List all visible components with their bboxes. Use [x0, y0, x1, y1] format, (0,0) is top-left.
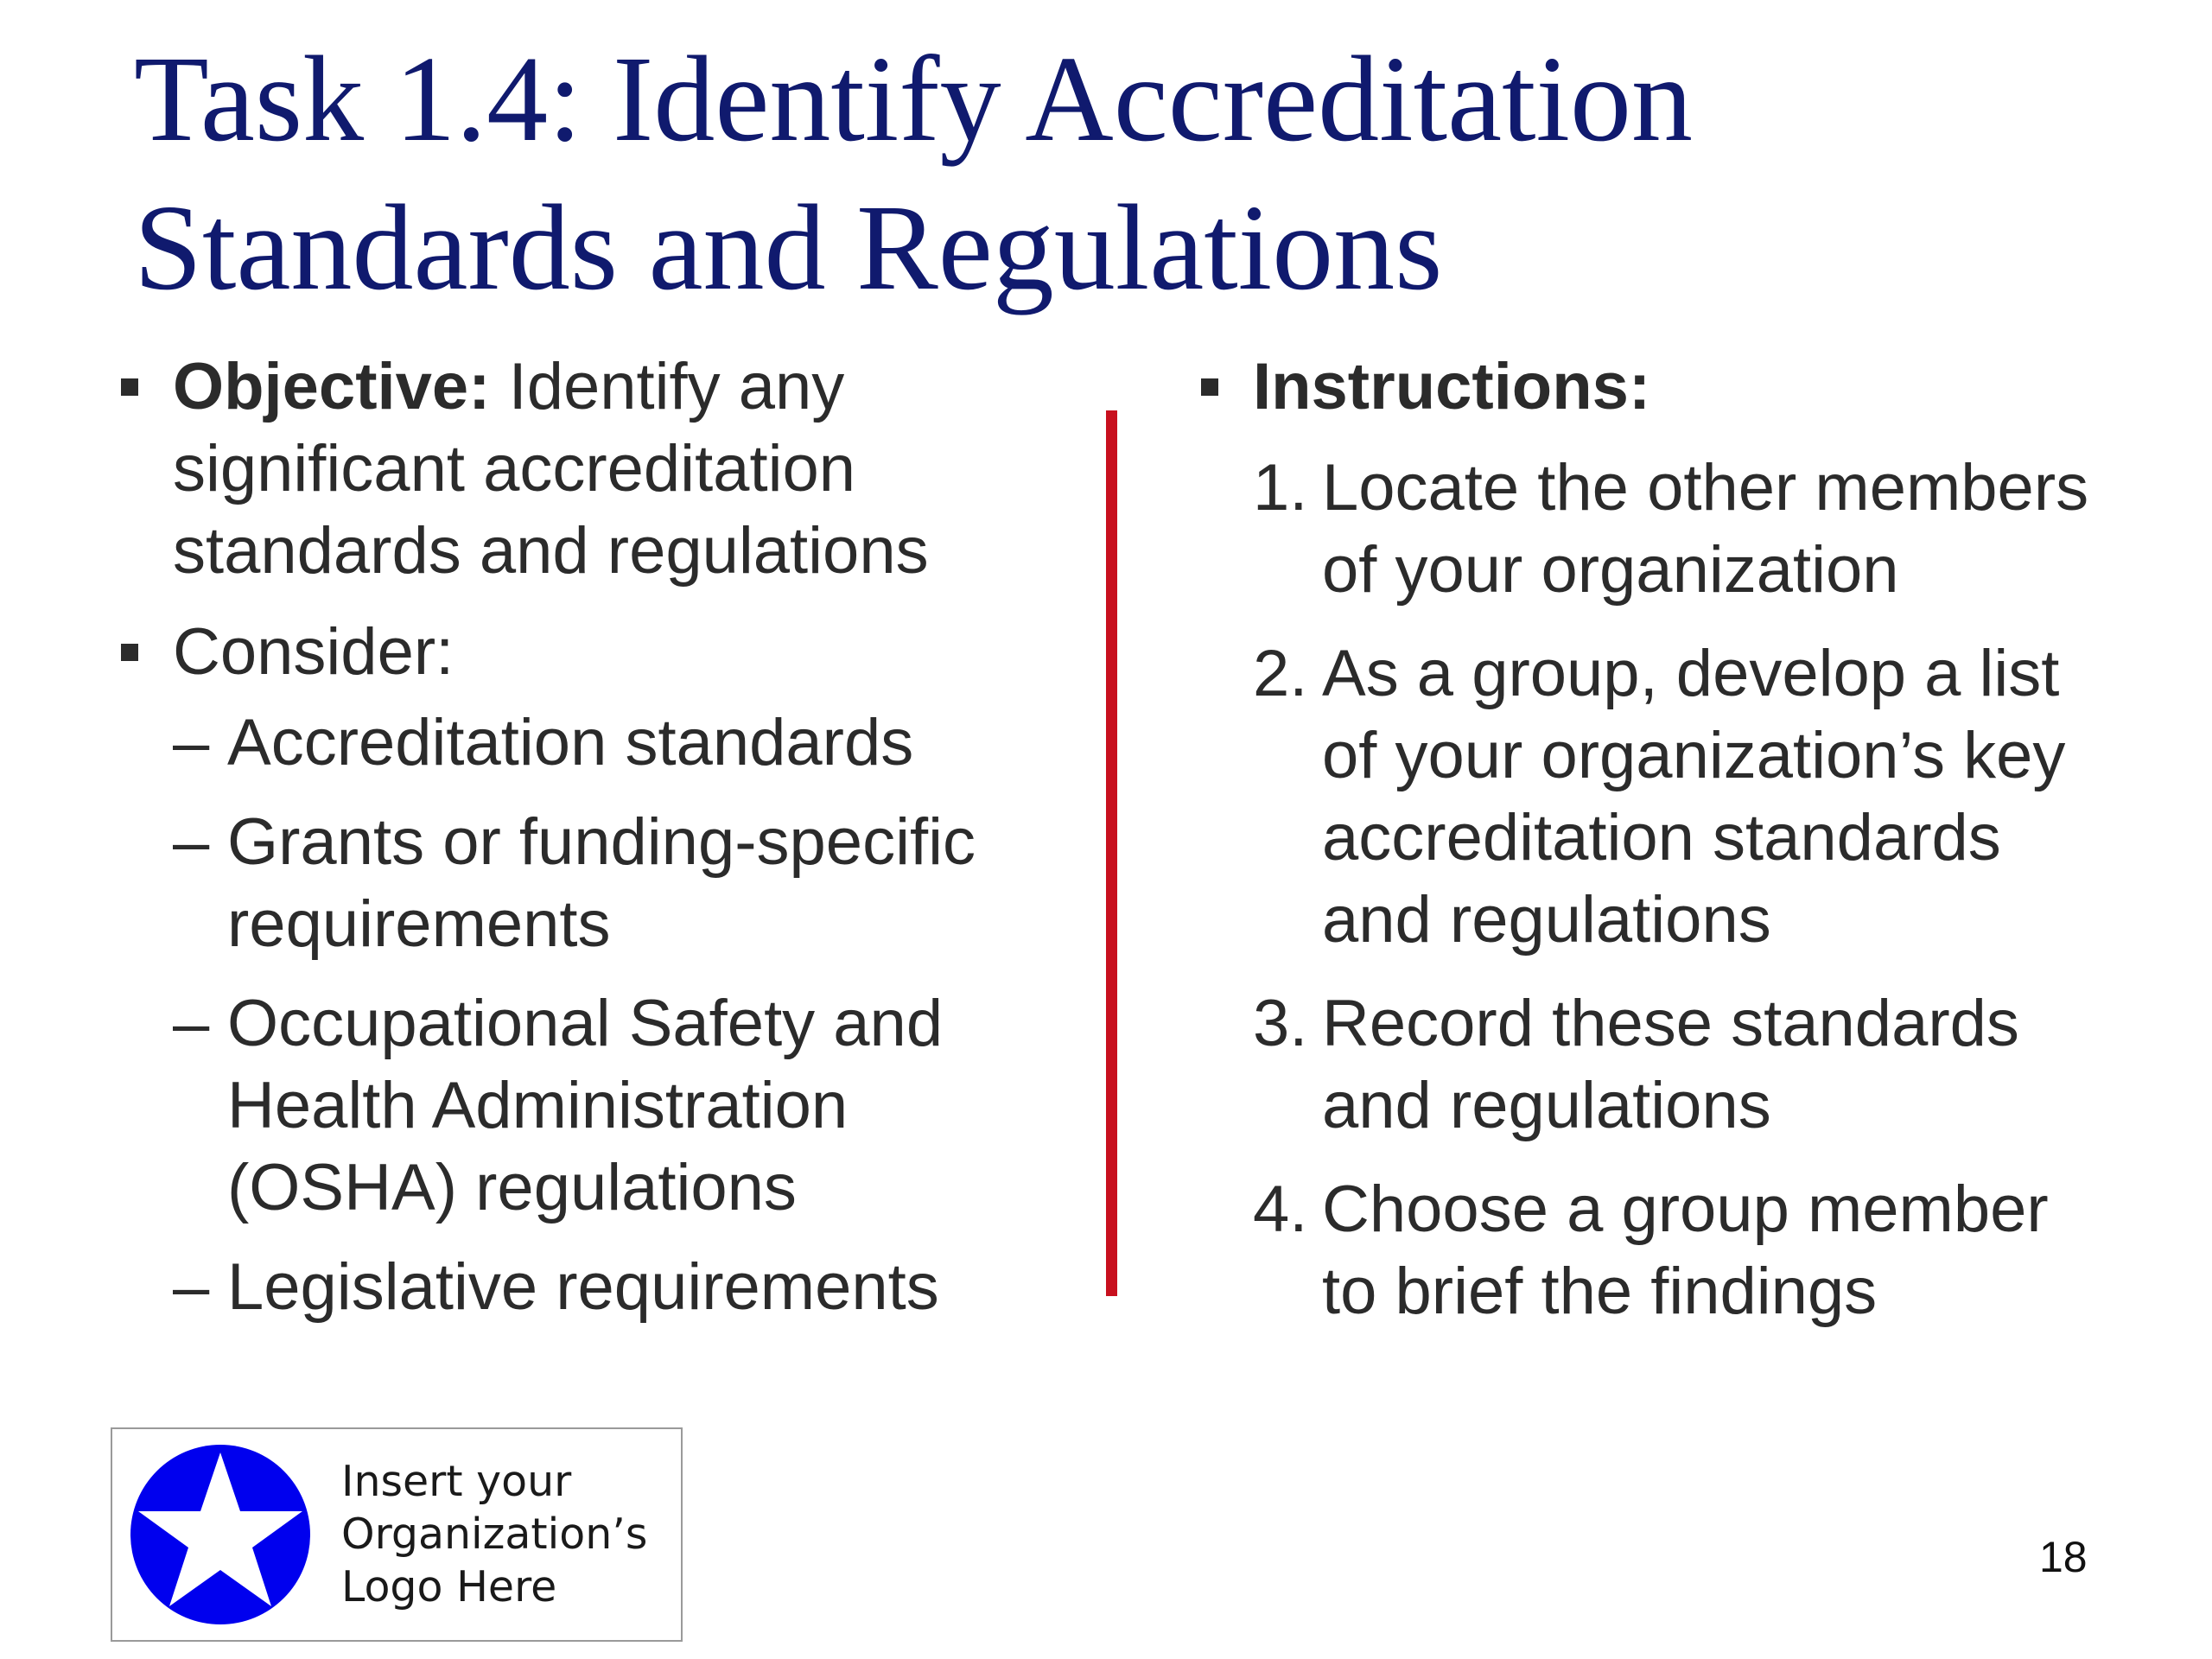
left-column — [121, 346, 1071, 1328]
logo-placeholder — [111, 1427, 683, 1642]
instructions-label: Instructions: — [1253, 350, 1651, 423]
step-line: and regulations — [1322, 883, 1771, 957]
instructions-heading — [1253, 346, 2169, 428]
step-line: As a group, develop a list — [1322, 637, 2060, 710]
title-line: Task 1.4: Identify Accreditation — [134, 30, 1693, 167]
dash-marker: – — [173, 1250, 210, 1324]
list-item-line: Occupational Safety and — [227, 987, 944, 1060]
consider-label: Consider: — [173, 615, 454, 689]
step-line: to brief the findings — [1322, 1255, 1878, 1328]
title-line: Standards and Regulations — [134, 179, 1443, 315]
step-line: accreditation standards — [1322, 801, 2001, 874]
list-item — [121, 801, 1071, 965]
objective-line-text: Identify any — [490, 350, 845, 423]
objective-label: Objective: — [173, 350, 491, 423]
step-number: 4. — [1253, 1173, 1308, 1246]
logo-caption — [341, 1455, 647, 1613]
list-item — [121, 702, 1071, 784]
square-bullet-icon — [121, 644, 138, 661]
instructions-list — [1201, 447, 2169, 1332]
step-line: of your organization’s key — [1322, 719, 2066, 792]
objective-line: significant accreditation — [173, 432, 855, 505]
right-column — [1201, 346, 2169, 1332]
logo-caption-line: Organization’s — [341, 1510, 648, 1559]
step-number: 1. — [1253, 451, 1308, 524]
page-number: 18 — [2039, 1533, 2088, 1581]
column-divider — [1106, 410, 1117, 1296]
objective-text — [173, 346, 1071, 592]
list-item-line: Health Administration — [227, 1069, 849, 1142]
list-item — [1201, 632, 2169, 961]
dash-marker: – — [173, 987, 210, 1060]
step-line: and regulations — [1322, 1069, 1771, 1142]
list-item — [1201, 982, 2169, 1147]
square-bullet-icon — [121, 378, 138, 396]
objective-line: standards and regulations — [173, 514, 929, 588]
instructions-bullet — [1201, 346, 2169, 428]
step-line: Choose a group member — [1322, 1173, 2049, 1246]
list-item — [121, 1246, 1071, 1328]
dash-marker: – — [173, 706, 210, 779]
consider-list — [121, 702, 1071, 1328]
slide-title — [134, 24, 2121, 321]
square-bullet-icon — [1201, 378, 1218, 396]
list-item — [1201, 447, 2169, 611]
step-line: Record these standards — [1322, 987, 2019, 1060]
objective-line — [173, 346, 1071, 428]
star-in-circle-icon — [128, 1442, 313, 1627]
list-item-line: requirements — [227, 887, 611, 961]
list-item — [1201, 1168, 2169, 1332]
step-number: 3. — [1253, 987, 1308, 1060]
step-line: Locate the other members — [1322, 451, 2089, 524]
logo-caption-line: Insert your — [341, 1457, 572, 1506]
list-item-line: Accreditation standards — [227, 706, 914, 779]
logo-caption-line: Logo Here — [341, 1562, 557, 1611]
objective-bullet — [121, 346, 1071, 592]
step-number: 2. — [1253, 637, 1308, 710]
step-line: of your organization — [1322, 533, 1899, 607]
list-item-line: Grants or funding-specific — [227, 805, 976, 879]
list-item-line: Legislative requirements — [227, 1250, 939, 1324]
dash-marker: – — [173, 805, 210, 879]
consider-bullet — [121, 611, 1071, 693]
list-item — [121, 982, 1071, 1229]
list-item-line: (OSHA) regulations — [227, 1151, 797, 1224]
